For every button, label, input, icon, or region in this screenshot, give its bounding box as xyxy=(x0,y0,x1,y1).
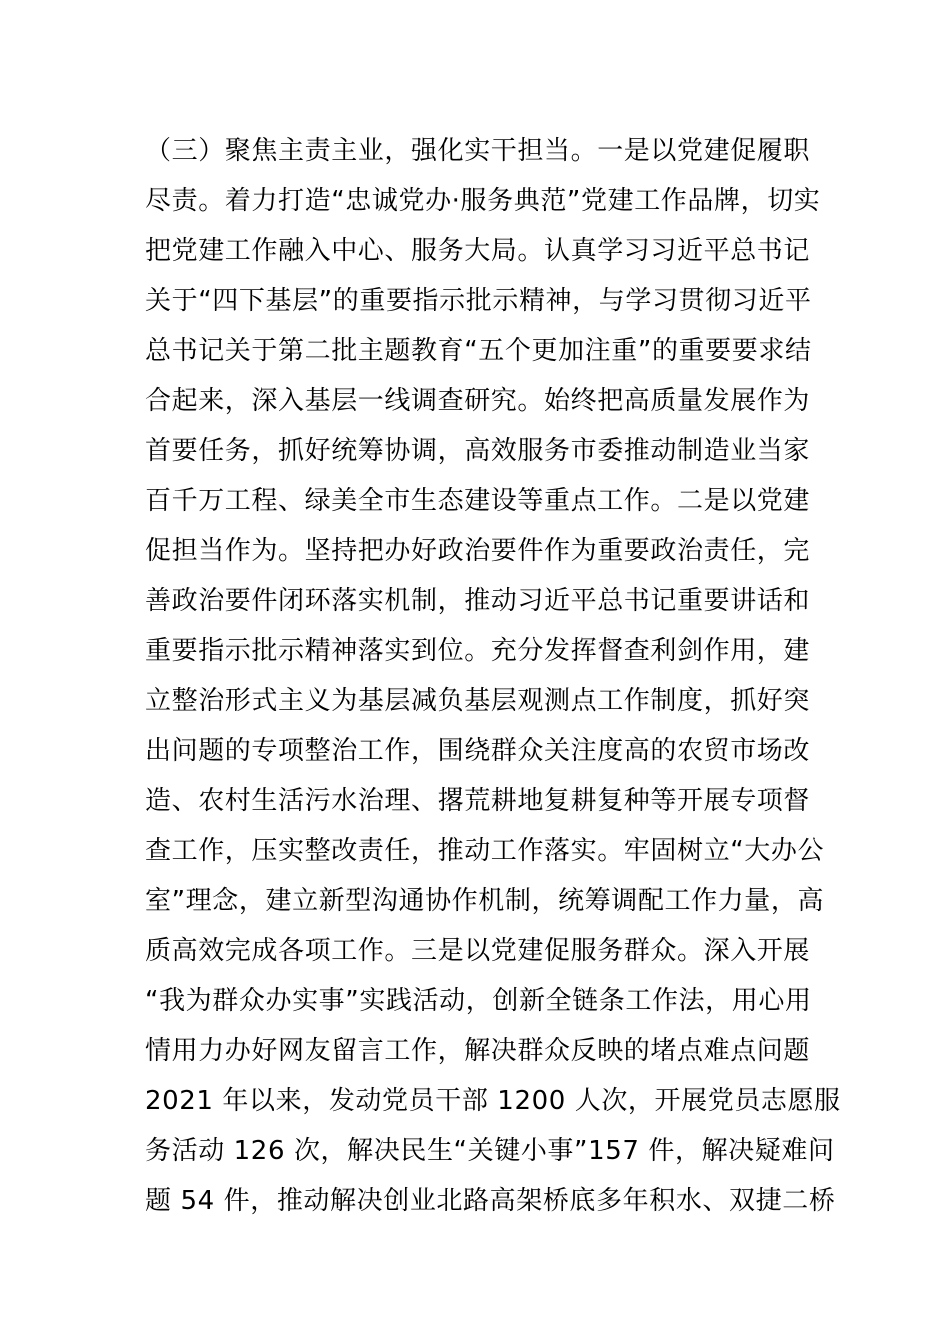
text-line: 把党建工作融入中心、服务大局。认真学习习近平总书记 xyxy=(145,236,811,266)
text-line: 务活动 126 次，解决民生“关键小事”157 件，解决疑难问 xyxy=(145,1136,835,1166)
text-line: 立整治形式主义为基层减负基层观测点工作制度，抓好突 xyxy=(145,686,811,716)
text-line: 出问题的专项整治工作，围绕群众关注度高的农贸市场改 xyxy=(145,736,811,766)
text-line: 查工作，压实整改责任，推动工作落实。牢固树立“大办公 xyxy=(145,836,825,866)
text-line: 尽责。着力打造“忠诚党办·服务典范”党建工作品牌，切实 xyxy=(145,186,821,216)
text-line: 质高效完成各项工作。三是以党建促服务群众。深入开展 xyxy=(145,936,811,966)
text-line: 造、农村生活污水治理、撂荒耕地复耕复种等开展专项督 xyxy=(145,786,811,816)
text-line: 首要任务，抓好统筹协调，高效服务市委推动制造业当家 xyxy=(145,436,811,466)
text-line: “我为群众办实事”实践活动，创新全链条工作法，用心用 xyxy=(145,986,812,1016)
text-line: 总书记关于第二批主题教育“五个更加注重”的重要要求结 xyxy=(145,336,812,366)
text-line: 2021 年以来，发动党员干部 1200 人次，开展党员志愿服 xyxy=(145,1086,841,1116)
text-line: 关于“四下基层”的重要指示批示精神，与学习贯彻习近平 xyxy=(145,286,812,316)
text-line: 百千万工程、绿美全市生态建设等重点工作。二是以党建 xyxy=(145,486,811,516)
body-text xyxy=(145,126,841,1226)
text-line: 题 54 件，推动解决创业北路高架桥底多年积水、双捷二桥 xyxy=(145,1186,836,1216)
text-line: 促担当作为。坚持把办好政治要件作为重要政治责任，完 xyxy=(145,536,811,566)
text-line: 善政治要件闭环落实机制，推动习近平总书记重要讲话和 xyxy=(145,586,811,616)
text-line: 情用力办好网友留言工作，解决群众反映的堵点难点问题 xyxy=(145,1036,811,1066)
text-line: 合起来，深入基层一线调查研究。始终把高质量发展作为 xyxy=(145,386,811,416)
text-line: 室”理念，建立新型沟通协作机制，统筹调配工作力量，高 xyxy=(145,886,825,916)
text-line: 重要指示批示精神落实到位。充分发挥督查利剑作用，建 xyxy=(145,636,811,666)
text-line: （三）聚焦主责主业，强化实干担当。一是以党建促履职 xyxy=(145,136,811,166)
